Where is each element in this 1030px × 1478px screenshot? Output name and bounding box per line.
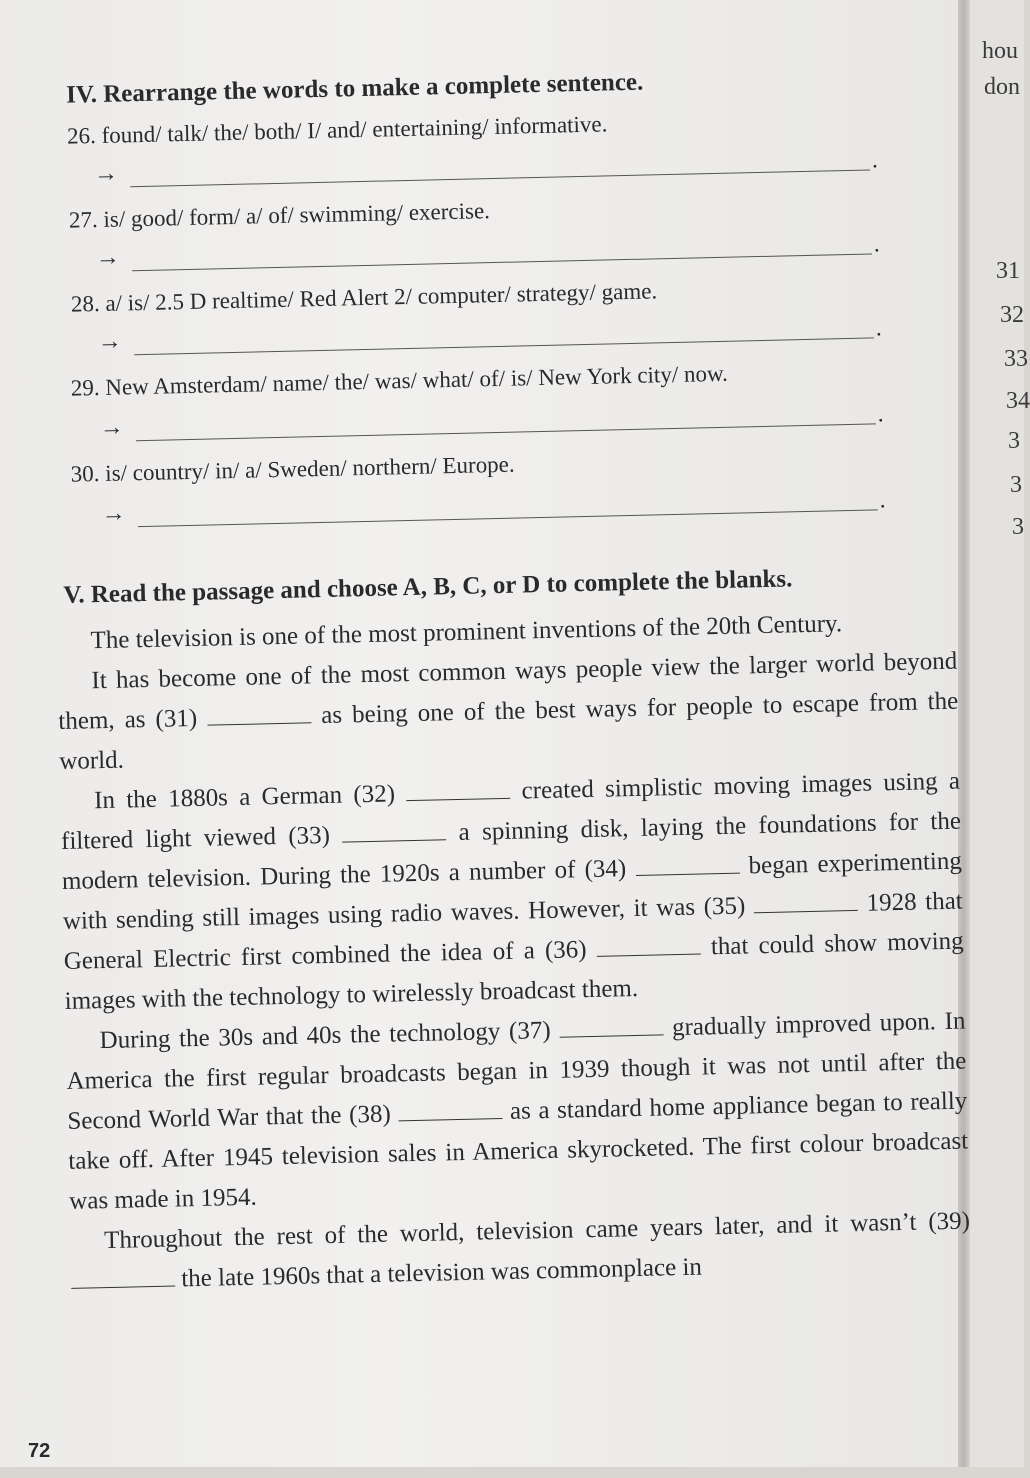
arrow-icon: → — [97, 328, 123, 356]
reading-passage — [56, 602, 971, 1302]
blank-36[interactable] — [597, 953, 701, 957]
blank-37[interactable] — [560, 1033, 664, 1037]
blank-35[interactable] — [754, 909, 858, 913]
line-end-period: . — [875, 315, 882, 342]
answer-line-30[interactable] — [138, 509, 878, 527]
blank-34[interactable] — [636, 872, 740, 876]
adjacent-page-number: 31 — [996, 258, 1020, 284]
passage-paragraph: Throughout the rest of the world, television came years later, and it wasn’t (39) the late 1960s that a television was commonplace in — [70, 1201, 972, 1301]
adjacent-page-text: hou — [982, 38, 1018, 64]
arrow-icon: → — [101, 500, 126, 527]
line-end-period: . — [873, 231, 881, 258]
adjacent-page-strip — [970, 0, 1030, 1467]
line-end-period: . — [877, 401, 884, 428]
passage-paragraph: It has become one of the most common ways people view the larger world beyond them, as (31) as being one of the best ways for people to escape from the world. — [58, 647, 959, 776]
passage-paragraph: During the 30s and 40s the technology (37) gradually improved upon. In America the first regular broadcasts began in 1939 though it was not until after the Second World War that the (38) as a standard home appliance began to really take off. After 1945 television sales in America skyrocketed. The first colour broadcast was made in 1954. — [66, 1007, 969, 1215]
passage-paragraph: The television is one of the most prominent inventions of the 20th Century. — [90, 610, 843, 655]
arrow-icon: → — [95, 244, 121, 272]
adjacent-page-number: 33 — [1004, 346, 1028, 372]
answer-line-28[interactable] — [134, 337, 874, 355]
section-iv-heading: IV. Rearrange the words to make a complete sentence. — [65, 68, 644, 109]
question-26: 26. found/ talk/ the/ both/ I/ and/ entertaining/ informative. — [66, 111, 608, 149]
adjacent-page-number: 3 — [1010, 472, 1022, 498]
page-number: 72 — [28, 1440, 51, 1462]
arrow-icon: → — [93, 160, 119, 188]
question-27: 27. is/ good/ form/ a/ of/ swimming/ exercise. — [68, 198, 491, 233]
adjacent-page-number: 34 — [1006, 388, 1030, 414]
answer-line-27[interactable] — [132, 253, 872, 271]
passage-paragraph: In the 1880s a German (32) created simplistic moving images using a filtered light viewed (33) a spinning disk, laying the foundations for the modern television. During the 1920s a number of (34) began experimenting with sending still images using radio waves. However, it was (35) 1928 that General Electric first combined the idea of a (36) that could show moving images with the technology to wirelessly broadcast them. — [60, 767, 964, 1015]
adjacent-page-number: 32 — [1000, 302, 1024, 328]
blank-33[interactable] — [342, 838, 446, 842]
answer-line-29[interactable] — [136, 423, 876, 441]
blank-31[interactable] — [207, 721, 311, 725]
line-end-period: . — [871, 147, 879, 174]
question-28: 28. a/ is/ 2.5 D realtime/ Red Alert 2/ computer/ strategy/ game. — [70, 278, 658, 317]
blank-39[interactable] — [71, 1285, 175, 1289]
adjacent-page-number: 3 — [1008, 428, 1020, 454]
answer-line-26[interactable] — [130, 169, 870, 187]
blank-32[interactable] — [406, 797, 510, 801]
blank-38[interactable] — [399, 1117, 503, 1121]
line-end-period: . — [879, 487, 886, 514]
question-29: 29. New Amsterdam/ name/ the/ was/ what/ of/ is/ New York city/ now. — [70, 360, 729, 401]
section-v-heading: V. Read the passage and choose A, B, C, or D to complete the blanks. — [63, 565, 793, 609]
adjacent-page-number: 3 — [1012, 514, 1024, 540]
arrow-icon: → — [99, 414, 125, 442]
question-30: 30. is/ country/ in/ a/ Sweden/ northern/ Europe. — [70, 451, 515, 487]
adjacent-page-text: don — [984, 74, 1020, 100]
